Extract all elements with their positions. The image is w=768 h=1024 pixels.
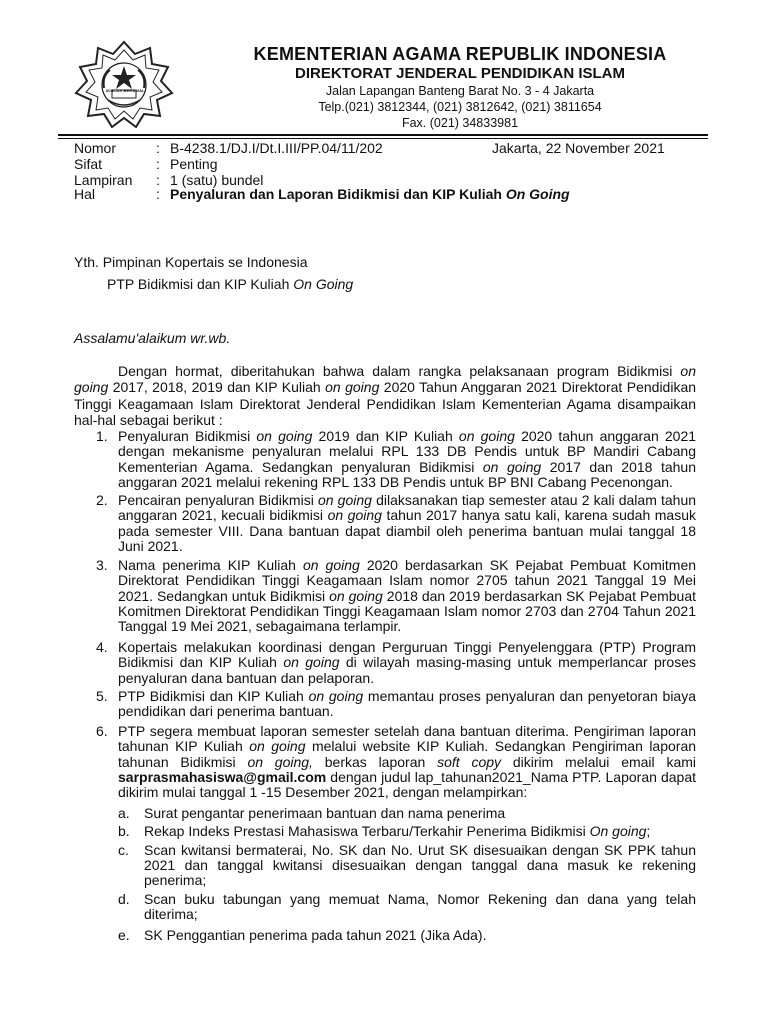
list-item: 1. Penyaluran Bidikmisi on going 2019 dan KIP Kuliah on going 2020 tahun anggaran 2021 dengan mekanisme penyaluran melalui RPL 133 DB Pendis untuk BP Mandiri Cabang Kementerian Agama. Sedangkan penyaluran Bidikmisi on going 2017 dan 2018 tahun anggaran 2021 melalui rekening RPL 133 DB Pendis untuk BP BNI Cabang Pecenongan.: [96, 428, 697, 490]
ministry-logo: [68, 40, 180, 128]
list-item: 2. Pencairan penyaluran Bidikmisi on going dilaksanakan tiap semester atau 2 kali dalam tahun anggaran 2021, kecuali bidikmisi on going tahun 2017 hanya satu kali, karena sudah masuk pada semester VIII. Dana bantuan dapat diambil oleh penerima bantuan mulai tanggal 18 Juni 2021.: [96, 492, 697, 554]
sub-list-item: a. Surat pengantar penerimaan bantuan dan nama penerima: [118, 805, 506, 821]
sub-list-item: d. Scan buku tabungan yang memuat Nama, Nomor Rekening dan dana yang telah diterima;: [118, 891, 696, 923]
intro-paragraph: Dengan hormat, diberitahukan bahwa dalam rangka pelaksanaan program Bidikmisi on going 2017, 2018, 2019 dan KIP Kuliah on going 2020 Tahun Anggaran 2021 Direktorat Pendidikan Tinggi Keagamaan Islam Direktorat Jenderal Pendidikan Islam Kementerian Agama disampaikan hal-hal sebagai berikut :: [74, 363, 697, 428]
logo-text: IKHLAS BERAMAL: [106, 88, 145, 93]
recipient-line2: PTP Bidikmisi dan KIP Kuliah On Going: [107, 276, 354, 292]
lampiran-value: 1 (satu) bundel: [170, 172, 264, 188]
fax: Fax. (021) 34833981: [401, 116, 519, 130]
header-rule-thin: [58, 138, 708, 139]
email-address: sarprasmahasiswa@gmail.com: [118, 768, 327, 785]
sub-list-item: e. SK Penggantian penerima pada tahun 2021 (Jika Ada).: [118, 927, 487, 943]
sifat-value: Penting: [170, 156, 218, 172]
ministry-name: KEMENTERIAN AGAMA REPUBLIK INDONESIA: [253, 44, 667, 64]
list-item: 4. Kopertais melakukan koordinasi dengan Perguruan Tinggi Penyelenggara (PTP) Program Bidikmisi dan KIP Kuliah on going di wilayah masing-masing untuk memperlancar proses penyaluran dana bantuan dan pelaporan.: [96, 639, 697, 686]
sub-list-item: b. Rekap Indeks Prestasi Mahasiswa Terbaru/Terkahir Penerima Bidikmisi On going;: [118, 823, 651, 839]
header-rule-thick: [58, 134, 708, 136]
nomor-value: B-4238.1/DJ.I/Dt.I.III/PP.04/11/202: [170, 140, 383, 156]
recipient-line1: Yth. Pimpinan Kopertais se Indonesia: [74, 254, 308, 270]
list-item: 3. Nama penerima KIP Kuliah on going 2020 berdasarkan SK Pejabat Pembuat Komitmen Direktorat Pendidikan Tinggi Keagamaan Islam nomor 2705 tahun 2021 Tanggal 19 Mei 2021. Sedangkan untuk Bidikmisi on going 2018 dan 2019 berdasarkan SK Pejabat Pembuat Komitmen Direktorat Pendidikan Tinggi Keagamaan Islam nomor 2703 dan 2704 Tahun 2021 Tanggal 19 Mei 2021, sebagaimana terlampir.: [96, 557, 697, 635]
directorate-name: DIREKTORAT JENDERAL PENDIDIKAN ISLAM: [294, 65, 626, 82]
address: Jalan Lapangan Banteng Barat No. 3 - 4 Jakarta: [325, 84, 595, 98]
greeting: Assalamu'alaikum wr.wb.: [74, 330, 231, 346]
hal-value: Penyaluran dan Laporan Bidikmisi dan KIP Kuliah On Going: [170, 186, 570, 202]
letter-date: Jakarta, 22 November 2021: [492, 140, 665, 156]
sub-list-item: c. Scan kwitansi bermaterai, No. SK dan No. Urut SK disesuaikan dengan SK PPK tahun 2021 dan tanggal kwitansi disesuaikan dengan tanggal dana masuk ke rekening penerima;: [118, 842, 696, 889]
list-item: 6. PTP segera membuat laporan semester setelah dana bantuan diterima. Pengiriman laporan tahunan KIP Kuliah on going melalui website KIP Kuliah. Sedangkan Pengiriman laporan tahunan Bidikmisi on going, berkas laporan soft copy dikirim melalui email kami sarprasmahasiswa@gmail.com dengan judul lap_tahunan2021_Nama PTP. Laporan dapat dikirim mulai tanggal 1 -15 Desember 2021, dengan melampirkan:: [96, 723, 697, 801]
phone: Telp.(021) 3812344, (021) 3812642, (021) 3811654: [318, 100, 602, 114]
ministry-emblem-icon: [68, 40, 180, 128]
list-item: 5. PTP Bidikmisi dan KIP Kuliah on going memantau proses penyaluran dan penyetoran biaya pendidikan dari penerima bantuan.: [96, 688, 697, 720]
